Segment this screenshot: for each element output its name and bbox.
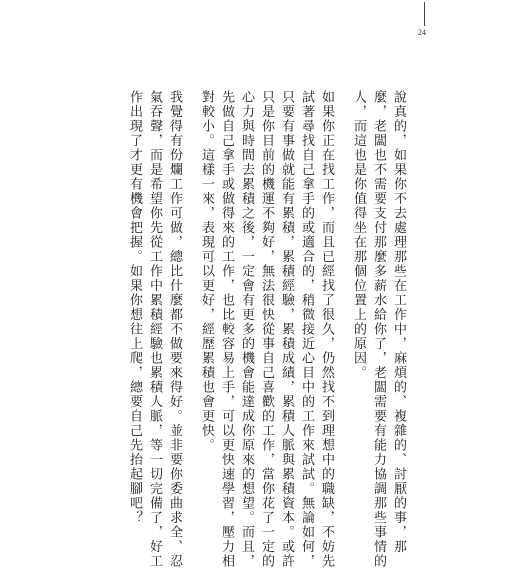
text-column: 只是你目前的機運不夠好，無法很快從事自己喜歡的工作，當你花了一定的 [259,90,274,569]
text-column: 試著尋找自己拿手的或適合的，稍微接近心目中的工作來試試。無論如何， [299,90,314,569]
text-column: 作出現了才更有機會把握。如果你想往上爬，總要自己先抬起腳吧？ [127,90,142,525]
text-column: 麼，老闆也不需要支付那麼多薪水給你了，老闆需要有能力協調那些事情的 [371,90,386,569]
text-column: 氣吞聲，而是希望你先從工作中累積經驗也累積人脈，等一切完備了，好工 [147,90,162,569]
header-rule [424,2,425,26]
text-column: 如果你正在找工作，而且已經找了很久，仍然找不到理想中的職缺，不妨先 [319,90,334,569]
text-column: 說真的，如果你不去處理那些在工作中，麻煩的、複雜的、討厭的事，那 [391,90,406,554]
page-number: 24 [418,28,426,37]
text-column: 心力與時間去累積之後，一定會有更多的機會能達成你原來的想望。而且， [239,90,254,569]
text-column: 只要有事做就能有累積，累積經驗，累積成績，累積人脈與累積資本。或許 [279,90,294,569]
text-column: 我覺得有份爛工作可做，總比什麼都不做要來得好。並非要你委曲求全、忍 [167,90,182,569]
text-column: 人，而這也是你值得坐在那個位置上的原因。 [351,90,366,380]
text-column: 先做自己拿手或做得來的工作，也比較容易上手，可以更快速學習，壓力相 [219,90,234,569]
text-column: 對較小。這樣一來，表現可以更好，經歷累積也會更快。 [199,90,214,453]
